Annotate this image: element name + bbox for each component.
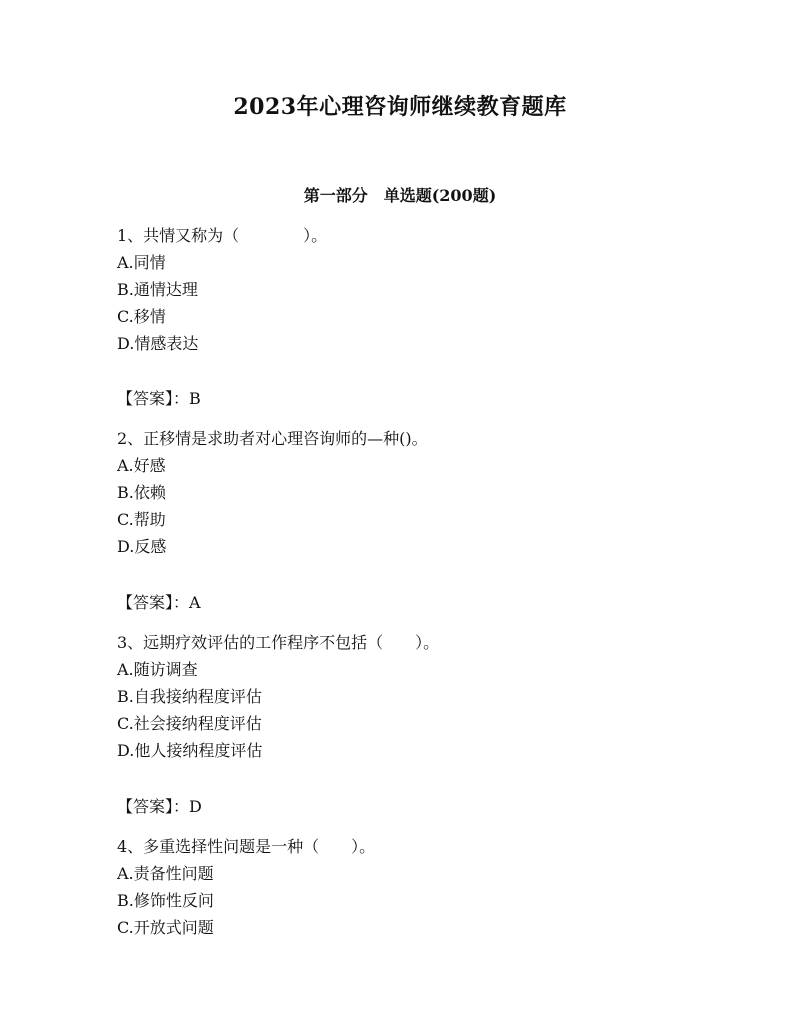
question-3-option-b: B.自我接纳程度评估 [117, 687, 262, 706]
question-3-stem: 3、远期疗效评估的工作程序不包括（ ）。 [117, 633, 440, 652]
question-4-option-b: B.修饰性反问 [117, 891, 214, 910]
question-3-option-c: C.社会接纳程度评估 [117, 714, 262, 733]
document-title: 2023年心理咨询师继续教育题库 [233, 94, 567, 120]
question-2-option-b: B.依赖 [117, 483, 166, 502]
question-1-option-d: D.情感表达 [117, 334, 199, 353]
question-1-stem: 1、共情又称为（ ）。 [117, 226, 328, 245]
question-2-option-a: A.好感 [117, 456, 166, 475]
question-4-option-c: C.开放式问题 [117, 918, 214, 937]
question-1-option-b: B.通情达理 [117, 280, 198, 299]
question-4-option-a: A.责备性问题 [117, 864, 214, 883]
question-3-option-d: D.他人接纳程度评估 [117, 741, 263, 760]
question-3-answer: 【答案】：D [117, 797, 202, 816]
question-3-option-a: A.随访调查 [117, 660, 198, 679]
question-4-stem: 4、多重选择性问题是一种（ ）。 [117, 837, 376, 856]
question-1-option-c: C.移情 [117, 307, 166, 326]
section-title: 第一部分 单选题(200题) [303, 186, 497, 205]
question-2-option-d: D.反感 [117, 537, 167, 556]
question-2-stem: 2、正移情是求助者对心理咨询师的—种()。 [117, 429, 428, 448]
question-2-answer: 【答案】：A [117, 593, 201, 612]
question-2-option-c: C.帮助 [117, 510, 166, 529]
question-1-answer: 【答案】：B [117, 389, 201, 408]
question-1-option-a: A.同情 [117, 253, 166, 272]
